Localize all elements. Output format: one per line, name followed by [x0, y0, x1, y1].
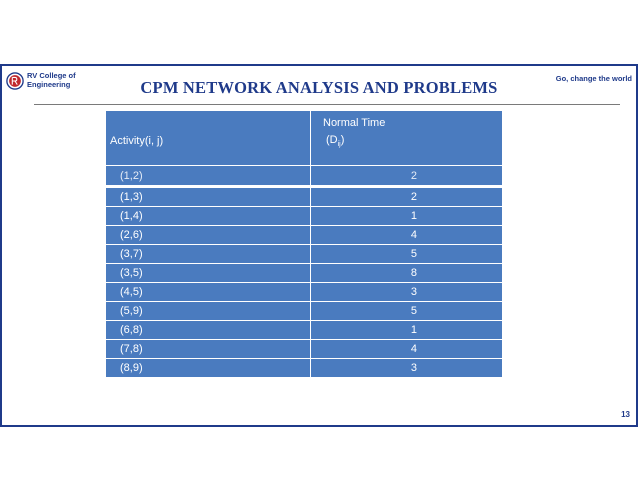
table-row	[106, 226, 503, 245]
activity-cell: (1,2)	[106, 166, 311, 187]
time-cell: 1	[311, 207, 503, 226]
activity-cell: (6,8)	[106, 321, 311, 340]
duration-symbol-subscript: ij	[337, 141, 341, 149]
table-row	[106, 359, 503, 378]
time-cell: 8	[311, 264, 503, 283]
activity-cell: (2,6)	[106, 226, 311, 245]
table-row	[106, 166, 503, 187]
table-row	[106, 283, 503, 302]
time-cell: 5	[311, 302, 503, 321]
duration-symbol-suffix: )	[340, 134, 345, 146]
time-cell: 2	[311, 187, 503, 207]
table-row	[106, 187, 503, 207]
activity-cell: (3,7)	[106, 245, 311, 264]
time-cell: 2	[311, 166, 503, 187]
activity-cell: (5,9)	[106, 302, 311, 321]
normal-time-column-header	[311, 111, 503, 166]
duration-symbol	[323, 134, 502, 148]
table-row	[106, 340, 503, 359]
activity-cell: (3,5)	[106, 264, 311, 283]
tagline: Go, change the world	[555, 74, 632, 83]
table-row	[106, 321, 503, 340]
table-row	[106, 264, 503, 283]
activity-time-table	[106, 111, 503, 378]
time-cell: 4	[311, 226, 503, 245]
activity-cell: (8,9)	[106, 359, 311, 378]
slide	[0, 64, 638, 427]
activity-column-header: Activity(i, j)	[106, 111, 311, 166]
duration-symbol-prefix: (D	[326, 134, 338, 146]
activity-cell: (4,5)	[106, 283, 311, 302]
time-cell: 3	[311, 359, 503, 378]
table-header-row	[106, 111, 503, 166]
normal-time-header-label: Normal Time	[323, 117, 386, 129]
activity-cell: (1,4)	[106, 207, 311, 226]
activity-cell: (7,8)	[106, 340, 311, 359]
time-cell: 5	[311, 245, 503, 264]
slide-title: CPM NETWORK ANALYSIS AND PROBLEMS	[140, 78, 498, 97]
header-divider	[34, 104, 620, 105]
table-row	[106, 207, 503, 226]
time-cell: 4	[311, 340, 503, 359]
table-row	[106, 302, 503, 321]
activity-cell: (1,3)	[106, 187, 311, 207]
college-name: RV College of Engineering	[27, 71, 76, 89]
page-number: 13	[621, 410, 630, 419]
time-cell: 1	[311, 321, 503, 340]
time-cell: 3	[311, 283, 503, 302]
table-row	[106, 245, 503, 264]
